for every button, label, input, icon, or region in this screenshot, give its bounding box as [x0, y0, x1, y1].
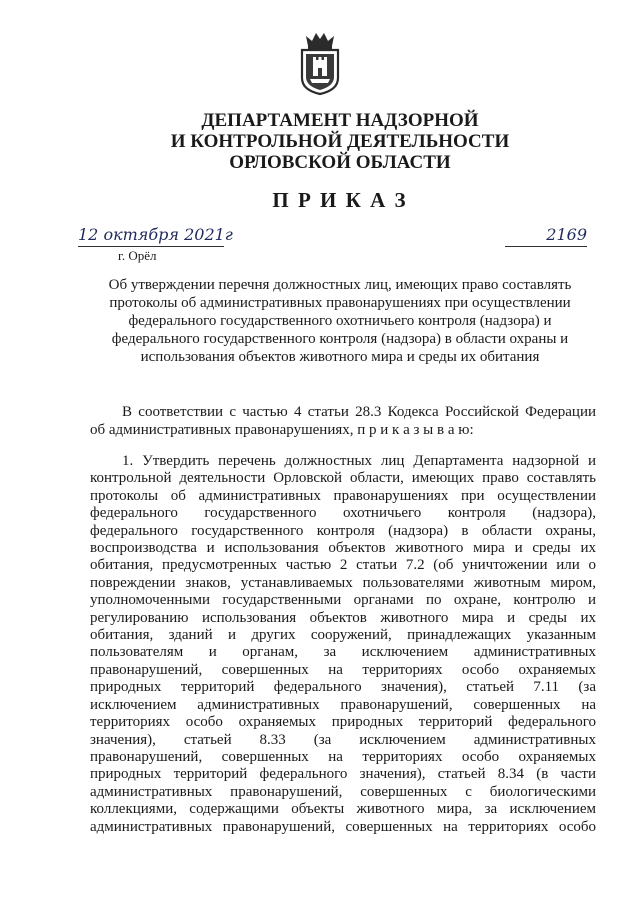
- title-line: федерального государственного контроля (надзора) в области охраны и: [111, 331, 569, 347]
- paragraph-line: протоколы об административных правонарушениях при осуществлении: [90, 487, 596, 504]
- title-line: федерального государственного охотничьего контроля (надзора) и: [128, 313, 552, 329]
- handwritten-number: 2169: [546, 225, 587, 244]
- title-line: Об утверждении перечня должностных лиц, имеющих право составлять: [108, 277, 572, 293]
- paragraph-line: административных правонарушений, совершенных с биологическими: [90, 783, 596, 800]
- order-title: [90, 276, 590, 366]
- paragraph-line: об административных правонарушениях, п р и к а з ы в а ю:: [90, 422, 474, 438]
- paragraph-line: административных правонарушений, совершенных на территориях особо: [90, 818, 596, 835]
- paragraph-line: правонарушений, совершенных на территориях особо охраняемых: [90, 661, 596, 678]
- paragraph-line: территориях особо охраняемых природных территорий федерального: [90, 714, 596, 731]
- paragraph-line: коллекциями, содержащими объекты животного мира, за исключением: [90, 801, 596, 818]
- department-header: [90, 110, 590, 173]
- paragraph-line: федерального государственного контроля (надзора) в области охраны,: [90, 522, 596, 539]
- paragraph-line: природных территорий федерального значения), статьей 8.34 (в части: [90, 766, 596, 783]
- number-field: [505, 224, 587, 247]
- document-type: П Р И К А З: [272, 188, 408, 212]
- title-line: протоколы об административных правонарушениях при осуществлении: [109, 295, 571, 311]
- date-field: [78, 224, 233, 247]
- header-line-3: ОРЛОВСКОЙ ОБЛАСТИ: [229, 152, 451, 173]
- paragraph-line: федерального государственного охотничьего контроля (надзора),: [90, 505, 596, 522]
- paragraph-line: В соответствии с частью 4 статьи 28.3 Кодекса Российской Федерации: [122, 404, 596, 420]
- title-line: использования объектов животного мира и среды их обитания: [140, 349, 540, 365]
- body-paragraph-2: [90, 453, 596, 836]
- paragraph-line: пользователям и органам, за исключением административных: [90, 644, 596, 661]
- paragraph-line: регулированию использования объектов животного мира и среды их: [90, 609, 596, 626]
- paragraph-line: воспроизводства и использования объектов животного мира и среды их: [90, 540, 596, 557]
- header-line-1: ДЕПАРТАМЕНТ НАДЗОРНОЙ: [201, 110, 479, 131]
- header-line-2: И КОНТРОЛЬНОЙ ДЕЯТЕЛЬНОСТИ: [170, 131, 510, 152]
- paragraph-line: обитания, предусмотренных частью 2 статьи 7.2 (об уничтожении или о: [90, 557, 596, 574]
- paragraph-line: значения), статьей 8.33 (за исключением административных: [90, 731, 596, 748]
- paragraph-line: природных территорий федерального значения), статьей 7.11 (за: [90, 679, 596, 696]
- paragraph-line: правонарушений, совершенных на территориях особо охраняемых: [90, 748, 596, 765]
- body-paragraph-1: [90, 403, 596, 439]
- paragraph-line: уполномоченными государственными органами по охране, контролю и: [90, 592, 596, 609]
- handwritten-date: 12 октября 2021г: [78, 225, 233, 244]
- paragraph-line: исключением административных правонарушений, совершенных на: [90, 696, 596, 713]
- paragraph-line: 1. Утвердить перечень должностных лиц Департамента надзорной и: [122, 453, 596, 469]
- coat-of-arms-icon: [298, 30, 342, 96]
- paragraph-line: повреждении знаков, устанавливаемых пользователями животным миром,: [90, 574, 596, 591]
- paragraph-line: контрольной деятельности Орловской области, имеющих право составлять: [90, 470, 596, 487]
- paragraph-line: обитания, зданий и других сооружений, принадлежащих указанным: [90, 627, 596, 644]
- city-label: г. Орёл: [118, 248, 157, 263]
